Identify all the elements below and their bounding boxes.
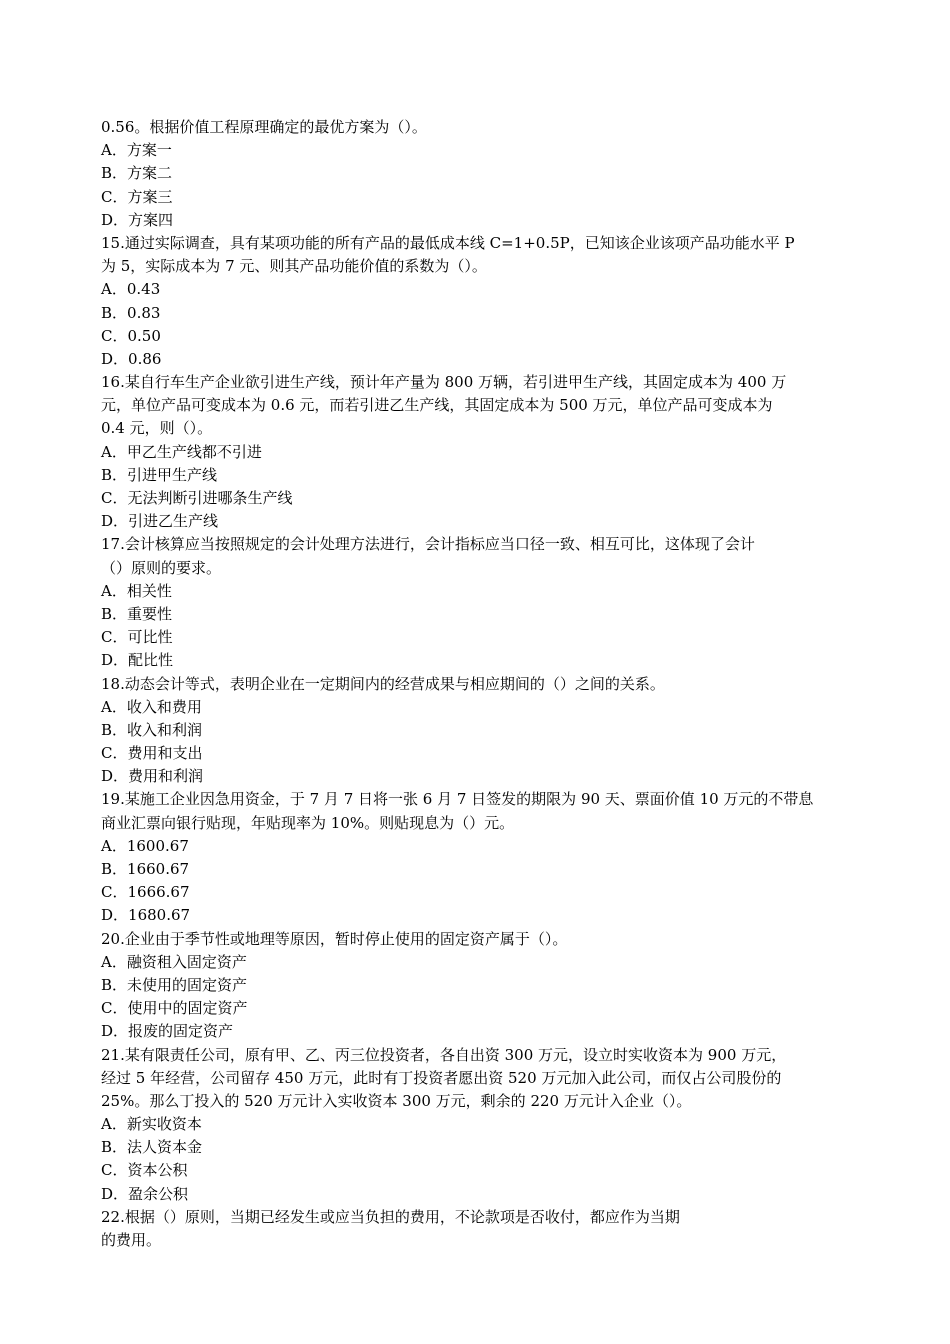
question-20-line-1: 20.企业由于季节性或地理等原因，暂时停止使用的固定资产属于（）。: [101, 929, 568, 948]
option-c: C．资本公积: [101, 1161, 188, 1180]
option-c: C．1666.67: [101, 883, 190, 902]
question-21-line-3: 25%。那么丁投入的 520 万元计入实收资本 300 万元，剩余的 220 万元计入企业（）。: [101, 1091, 692, 1110]
option-a: A．方案一: [101, 141, 172, 160]
option-a: A．1600.67: [101, 836, 189, 855]
option-d: D．方案四: [101, 210, 174, 229]
option-c: C．0.50: [101, 326, 161, 345]
option-b: B．0.83: [101, 303, 161, 322]
question-17-line-2: （）原则的要求。: [101, 558, 222, 577]
option-b: B．方案二: [101, 164, 173, 183]
option-d: D．引进乙生产线: [101, 512, 219, 531]
question-16-line-3: 0.4 元，则（）。: [101, 419, 213, 438]
option-b: B．1660.67: [101, 860, 190, 878]
question-22-line-1: 22.根据（）原则，当期已经发生或应当负担的费用，不论款项是否收付，都应作为当期: [101, 1207, 680, 1226]
question-18-line-1: 18.动态会计等式，表明企业在一定期间内的经营成果与相应期间的（）之间的关系。: [101, 674, 665, 693]
question-21-line-2: 经过 5 年经营，公司留存 450 万元，此时有丁投资者愿出资 520 万元加入此公司，而仅占公司股份的: [101, 1068, 782, 1087]
option-a: A．收入和费用: [101, 697, 202, 716]
option-c: C．方案三: [101, 187, 173, 206]
option-d: D．1680.67: [101, 906, 191, 925]
option-b: B．收入和利润: [101, 720, 203, 739]
option-c: C．可比性: [101, 628, 173, 647]
question-15-line-2: 为 5，实际成本为 7 元、则其产品功能价值的系数为（）。: [101, 257, 487, 276]
option-c: C．费用和支出: [101, 744, 203, 763]
option-a: A．融资租入固定资产: [101, 952, 247, 971]
question-15-line-1: 15.通过实际调查，具有某项功能的所有产品的最低成本线 C=1+0.5P，已知该企业该项产品功能水平 P: [101, 233, 795, 252]
option-d: D．配比性: [101, 651, 174, 670]
question-16-line-2: 元，单位产品可变成本为 0.6 元，而若引进乙生产线，其固定成本为 500 万元，单位产品可变成本为: [101, 396, 773, 415]
option-c: C．无法判断引进哪条生产线: [101, 489, 293, 507]
document-page: [101, 116, 853, 1252]
option-d: D．盈余公积: [101, 1184, 189, 1203]
option-a: A．甲乙生产线都不引进: [101, 442, 262, 461]
question-21-line-1: 21.某有限责任公司，原有甲、乙、丙三位投资者，各自出资 300 万元，设立时实收资本为 900 万元，: [101, 1045, 787, 1064]
option-b: B．未使用的固定资产: [101, 975, 248, 994]
option-a: A．新实收资本: [101, 1115, 202, 1134]
option-b: B．法人资本金: [101, 1138, 203, 1157]
option-d: D．费用和利润: [101, 767, 204, 786]
question-22-line-2: 的费用。: [101, 1231, 162, 1249]
question-17-line-1: 17.会计核算应当按照规定的会计处理方法进行，会计指标应当口径一致、相互可比，这体现了会计: [101, 535, 755, 554]
option-c: C．使用中的固定资产: [101, 999, 248, 1018]
option-d: D．0.86: [101, 349, 162, 368]
question-16-line-1: 16.某自行车生产企业欲引进生产线，预计年产量为 800 万辆，若引进甲生产线，其固定成本为 400 万: [101, 373, 787, 392]
option-a: A．相关性: [101, 581, 172, 600]
option-b: B．引进甲生产线: [101, 465, 218, 484]
question-19-line-1: 19.某施工企业因急用资金，于 7 月 7 日将一张 6 月 7 日签发的期限为 90 天、票面价值 10 万元的不带息: [101, 790, 814, 809]
question-text: 0.56。根据价值工程原理确定的最优方案为（）。: [101, 118, 427, 136]
option-a: A．0.43: [101, 280, 161, 299]
question-19-line-2: 商业汇票向银行贴现，年贴现率为 10%。则贴现息为（）元。: [101, 813, 515, 832]
option-d: D．报废的固定资产: [101, 1022, 234, 1041]
option-b: B．重要性: [101, 604, 173, 623]
